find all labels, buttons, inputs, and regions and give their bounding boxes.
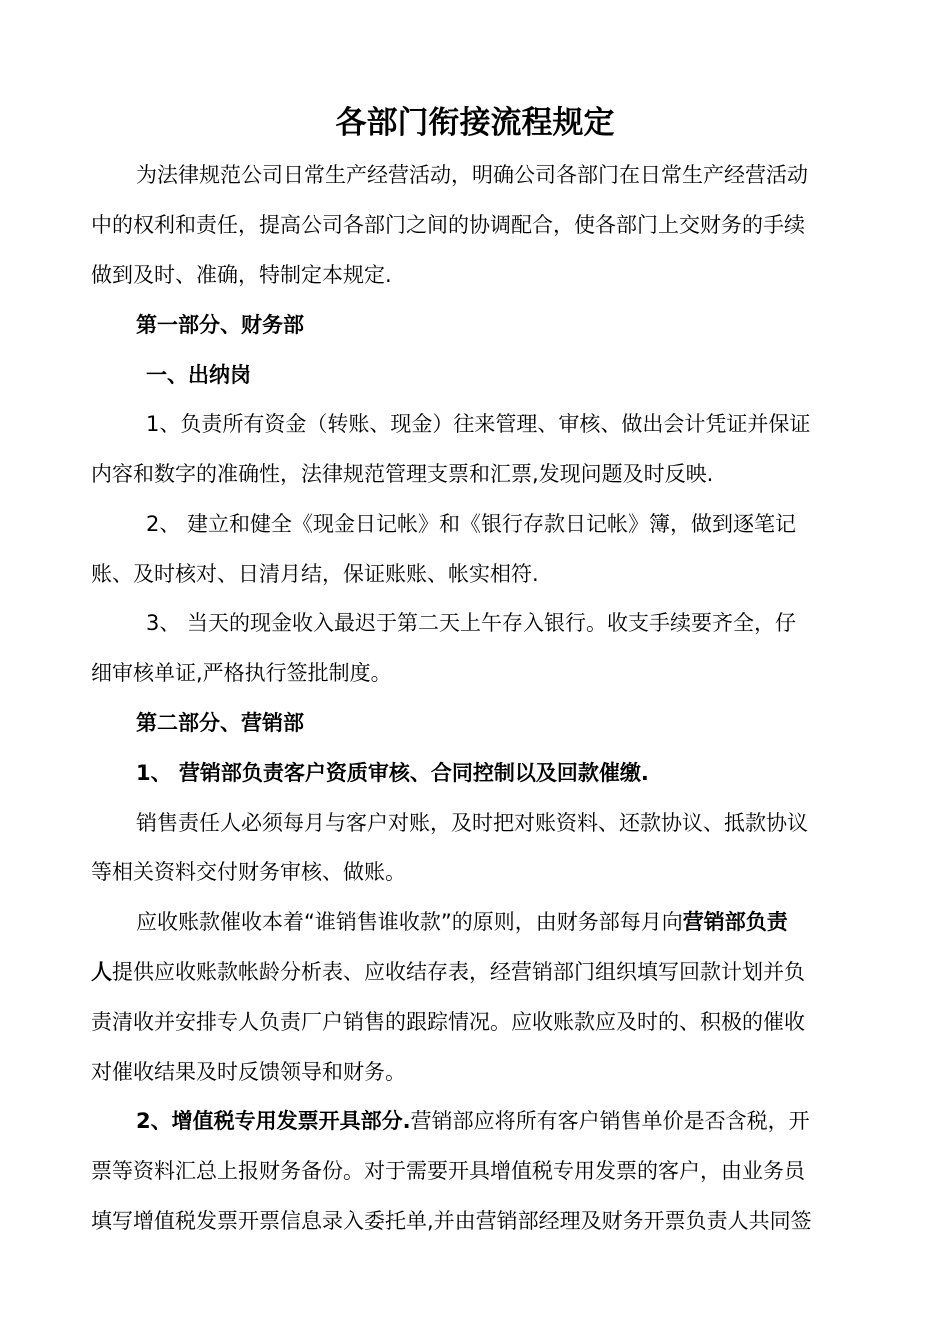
part2-para2-line-2-bold: 人 xyxy=(91,960,112,984)
intro-line-2: 中的权利和责任，提高公司各部门之间的协调配合，使各部门上交财务的手续 xyxy=(91,213,805,237)
part1-item1-line-1: 1、负责所有资金（转账、现金）往来管理、审核、做出会计凭证并保证 xyxy=(146,412,811,436)
part1-item2-line-1: 2、 建立和健全《现金日记帐》和《银行存款日记帐》簿，做到逐笔记 xyxy=(146,512,797,536)
part1-subheading: 一、出纳岗 xyxy=(146,363,251,387)
part1-item2-line-2: 账、及时核对、日清月结，保证账账、帐实相符. xyxy=(91,562,539,586)
part2-para2-line-2-text: 提供应收账款帐龄分析表、应收结存表，经营销部门组织填写回款计划并负 xyxy=(112,960,805,984)
intro-line-3: 做到及时、准确，特制定本规定. xyxy=(91,263,392,287)
part2-para1-line-1: 销售责任人必须每月与客户对账，及时把对账资料、还款协议、抵款协议 xyxy=(136,811,808,835)
part2-item2-line-1-text: 营销部应将所有客户销售单价是否含税，开 xyxy=(410,1109,810,1133)
part1-item3-line-1: 3、 当天的现金收入最迟于第二天上午存入银行。收支手续要齐全，仔 xyxy=(146,611,797,635)
part2-para2-line-1-text: 应收账款催收本着“谁销售谁收款”的原则，由财务部每月向 xyxy=(136,910,683,934)
part2-item2-line-1 xyxy=(136,1106,810,1136)
part2-para2-line-3: 责清收并安排专人负责厂户销售的跟踪情况。应收账款应及时的、积极的催收 xyxy=(91,1010,805,1034)
document-title: 各部门衔接流程规定 xyxy=(335,105,615,141)
part2-para2-line-1 xyxy=(136,907,788,937)
part2-item1-heading: 1、 营销部负责客户资质审核、合同控制以及回款催缴. xyxy=(136,761,649,785)
part2-para1-line-2: 等相关资料交付财务审核、做账。 xyxy=(91,860,406,884)
part2-para2-line-4: 对催收结果及时反馈领导和财务。 xyxy=(91,1060,406,1084)
part2-para2-line-1-bold: 营销部负责 xyxy=(682,910,788,934)
part2-para2-line-2 xyxy=(91,957,805,987)
part1-item3-line-2: 细审核单证,严格执行签批制度。 xyxy=(91,661,392,685)
part2-item2-heading: 2、增值税专用发票开具部分. xyxy=(136,1109,411,1133)
part2-heading: 第二部分、营销部 xyxy=(136,711,304,735)
part1-item1-line-2: 内容和数字的准确性，法律规范管理支票和汇票,发现问题及时反映. xyxy=(91,462,714,486)
part2-item2-line-3: 填写增值税发票开票信息录入委托单,并由营销部经理及财务开票负责人共同签 xyxy=(91,1209,812,1233)
part2-item2-line-2: 票等资料汇总上报财务备份。对于需要开具增值税专用发票的客户，由业务员 xyxy=(91,1159,805,1183)
intro-line-1: 为法律规范公司日常生产经营活动，明确公司各部门在日常生产经营活动 xyxy=(136,163,808,187)
part1-heading: 第一部分、财务部 xyxy=(136,313,304,337)
